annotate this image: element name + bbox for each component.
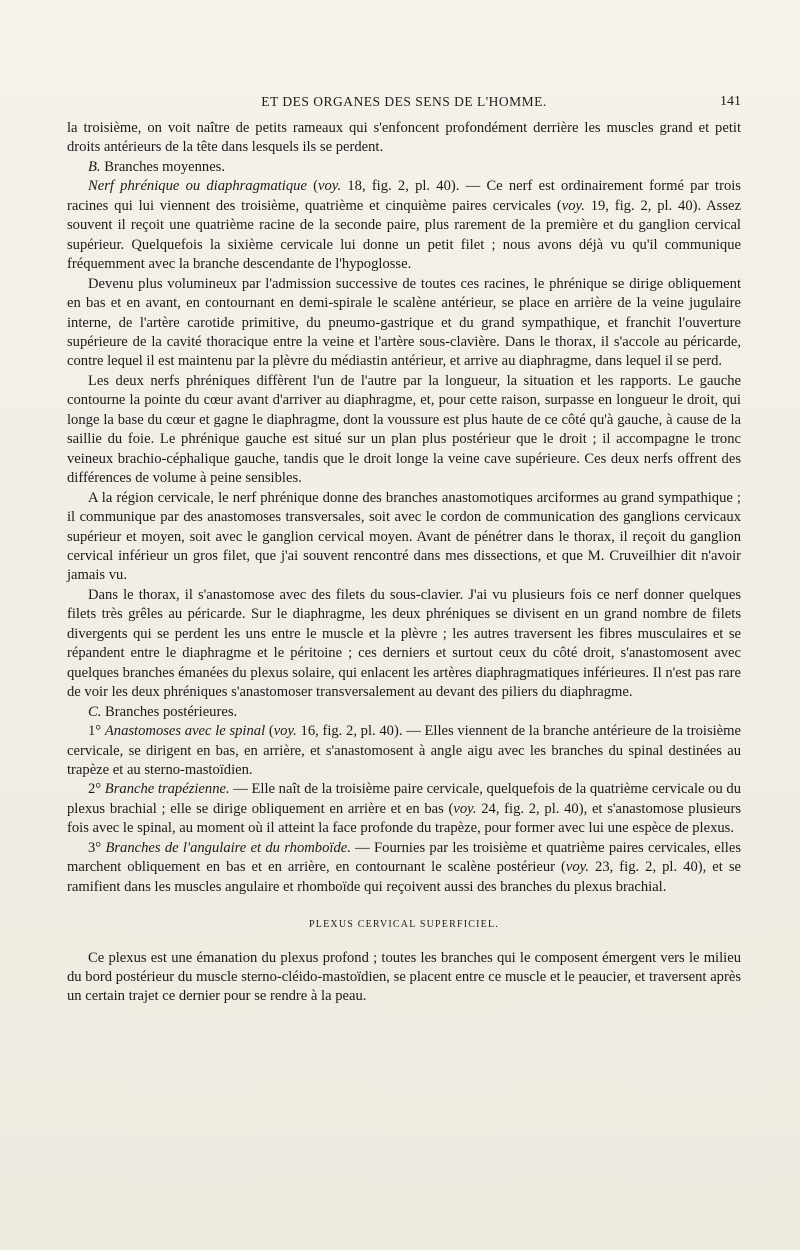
page-number: 141: [720, 94, 741, 109]
paragraph-plexus-superficiel: Ce plexus est une émanation du plexus profond ; toutes les branches qui le composent émergent vers le milieu du bord postérieur du muscle sterno-cléido-mastoïdien, se placent entre ce muscle et le peaucier, et traversent après un certain trajet ce dernier pour se rendre à la peau.: [67, 949, 741, 1005]
paragraph-trapezienne: [67, 780, 741, 838]
voy-reference: voy.: [561, 197, 585, 214]
item-number: 1°: [88, 723, 102, 740]
paragraph-1: la troisième, on voit naître de petits rameaux qui s'enfoncent profondément derrière les muscles grand et petit droits antérieurs de la tête dans lesquels ils se perdent.: [67, 120, 741, 156]
page-header: [67, 94, 741, 116]
voy-reference: voy.: [318, 178, 342, 195]
voy-reference: voy.: [453, 800, 477, 817]
section-heading: PLEXUS CERVICAL SUPERFICIEL.: [309, 919, 499, 931]
subheading-text: Branches moyennes.: [100, 158, 225, 175]
paragraph-subheading-c: [67, 703, 741, 722]
paragraph-nerf-phrenique: Nerf phrénique ou diaphragmatique (voy. 18, fig. 2, pl. 40). — Ce nerf est ordinairement formé par trois racines qui lui viennent des troisième, quatrième et cinquième paires cervicales (voy. 19, fig. 2, pl. 40). Assez souvent il reçoit une quatrième racine de la seconde paire, plus rarement de la première et du ganglion cervical supérieur. Quelquefois la sixième cervicale lui donne un petit filet ; nous avons déjà vu qu'il communique fréquemment avec la branche descendante de l'hypoglosse.: [67, 178, 741, 273]
body-text: [67, 119, 741, 1007]
subheading-text: Branches postérieures.: [101, 703, 238, 720]
term-nerf-phrenique: Nerf phrénique ou diaphragmatique: [88, 178, 307, 195]
paragraph-text: 23, fig. 2, pl. 40), et se ramifient dans les muscles angulaire et rhomboïde qui reçoivent aussi des branches du plexus brachial.: [67, 859, 741, 895]
paragraph-text: 16, fig. 2, pl. 40). — Elles viennent de la branche antérieure de la troisième cervicale, se dirigent en bas, en arrière, et s'anastomosent à angle aigu avec les branches du spinal destinées au trapèze et au sterno-mastoïdien.: [67, 723, 741, 778]
running-head: ET DES ORGANES DES SENS DE L'HOMME.: [261, 94, 547, 109]
paragraph-subheading-b: [67, 158, 741, 177]
voy-reference: voy.: [565, 859, 590, 876]
paragraph-anastomoses: 1° Anastomoses avec le spinal (voy. 16, fig. 2, pl. 40). — Elles viennent de la branche antérieure de la troisième cervicale, se dirigent en bas, en arrière, et s'anastomosent à angle aigu avec les branches du spinal destinées au trapèze et au sterno-mastoïdien.: [67, 723, 741, 778]
paragraph-text: — Elle naît de la troisième paire cervicale, quelquefois de la quatrième cervicale ou du plexus brachial ; elle se dirige obliquement en arrière et en bas (: [67, 781, 741, 817]
paragraph-6: A la région cervicale, le nerf phrénique donne des branches anastomotiques arciformes au grand sympathique ; il communique par des anastomoses transversales, soit avec le cordon de communication des ganglions cervicaux supérieur et moyen, soit avec le ganglion cervical moyen. Avant de pénétrer dans le thorax, il reçoit du ganglion cervical inférieur un gros filet, que j'ai souvent rencontré dans mes dissections, et que M. Cruveilhier dit n'avoir jamais vu.: [67, 489, 741, 584]
paragraph-5: Les deux nerfs phréniques diffèrent l'un de l'autre par la longueur, la situation et les rapports. Le gauche contourne la pointe du cœur avant d'arriver au diaphragme, et, pour cette raison, surpasse en longueur le droit, qui longe la base du cœur et gagne le diaphragme, dont la voussure est plus haute de ce côté qu'à gauche, à cause de la saillie du foie. Le phrénique gauche est situé sur un plan plus postérieur que le droit ; il accompagne le tronc veineux brachio-céphalique gauche, tandis que le droit longe la veine cave supérieure. Ces deux nerfs offrent des différences de volume à peine sensibles.: [67, 372, 741, 487]
paragraph-text: 18, fig. 2, pl. 40). — Ce nerf est ordinairement formé par trois racines qui lui viennent des troisième, quatrième et cinquième paires cervicales (: [67, 178, 741, 214]
term-trapezienne: Branche trapézienne.: [104, 781, 230, 798]
term-anastomoses: Anastomoses avec le spinal: [104, 723, 266, 740]
paragraph-text: 19, fig. 2, pl. 40). Assez souvent il reçoit une quatrième racine de la seconde paire, plus rarement de la première et du ganglion cervical supérieur. Quelquefois la sixième cervicale lui donne un petit filet ; nous avons déjà vu qu'il communique fréquemment avec la branche descendante de l'hypoglosse.: [67, 197, 741, 273]
voy-reference: voy.: [273, 723, 297, 740]
subheading-label: B.: [88, 158, 101, 175]
paragraph-4: Devenu plus volumineux par l'admission successive de toutes ces racines, le phrénique se dirige obliquement en bas et en avant, en contournant en demi-spirale le scalène antérieur, se place en arrière de la veine jugulaire interne, de l'artère carotide primitive, du pneumo-gastrique et du grand sympathique, et franchit l'ouverture supérieure de la cavité thoracique entre la veine et l'artère sous-clavière. Dans le thorax, il s'accole au péricarde, contre lequel il est maintenu par la plèvre du médiastin antérieur, et arrive au diaphragme, dans lequel il se perd.: [67, 275, 741, 370]
paragraph-text: — Fournies par les troisième et quatrième paires cervicales, elles marchent obliquement en bas et en arrière, en contournant le scalène postérieur (: [67, 839, 742, 876]
subheading-label: C.: [88, 703, 102, 720]
paragraph-angulaire: [67, 839, 741, 897]
item-number: 3°: [88, 839, 102, 856]
item-number: 2°: [88, 781, 102, 798]
paragraph-7: Dans le thorax, il s'anastomose avec des filets du sous-clavier. J'ai vu plusieurs fois ce nerf donner quelques filets très grêles au péricarde. Sur le diaphragme, les deux phréniques se divisent en un grand nombre de filets divergents qui se perdent les uns entre le muscle et la plèvre ; les autres traversent les fibres musculaires et se répandent entre le diaphragme et le péritoine ; ces derniers et surtout ceux du côté droit, s'anastomosent avec quelques branches émanées du plexus solaire, qui enlacent les artères diaphragmatiques inférieures. Il n'est pas rare de voir les deux phréniques s'anastomoser transversalement au devant des piliers du diaphragme.: [67, 586, 741, 701]
term-angulaire: Branches de l'angulaire et du rhomboïde.: [105, 839, 351, 856]
paragraph-text: 24, fig. 2, pl. 40), et s'anastomose plusieurs fois avec le spinal, au moment où il atteint la face profonde du trapèze, pour former avec lui une espèce de plexus.: [67, 800, 742, 837]
